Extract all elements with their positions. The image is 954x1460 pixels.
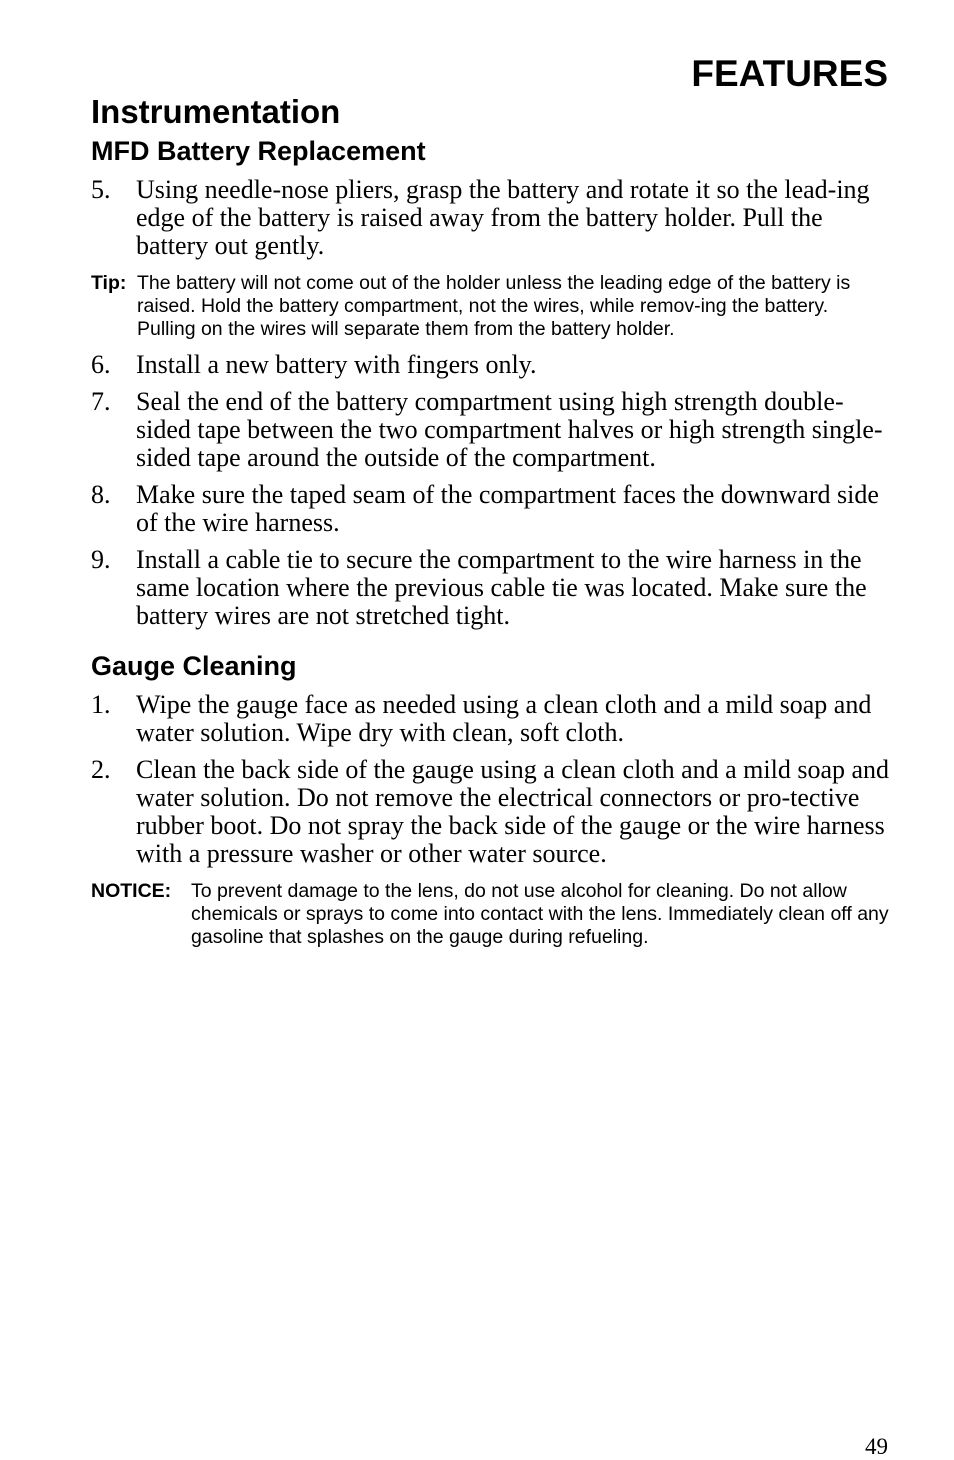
- step-item: [91, 176, 891, 260]
- section-heading: MFD Battery Replacement: [91, 136, 426, 166]
- notice-note: [91, 880, 891, 949]
- step-number: 6.: [91, 350, 111, 379]
- step-text: Seal the end of the battery compartment using high strength double-sided tape between the two compartment halves or high strength single-sided tape around the outside of the compartment.: [136, 387, 883, 472]
- steps-list: [91, 176, 891, 260]
- step-text: Using needle-nose pliers, grasp the battery and rotate it so the lead-ing edge of the battery is raised away from the battery holder. Pull the battery out gently.: [136, 175, 870, 260]
- step-item: [91, 351, 891, 379]
- step-number: 8.: [91, 480, 111, 509]
- section-heading: Gauge Cleaning: [91, 651, 297, 681]
- section-mfd-battery-replacement: [91, 135, 891, 630]
- step-text: Install a new battery with fingers only.: [136, 350, 537, 379]
- step-number: 9.: [91, 545, 111, 574]
- step-number: 2.: [91, 755, 111, 784]
- step-item: [91, 756, 891, 868]
- page-number: 49: [865, 1434, 888, 1459]
- notice-label: NOTICE:: [91, 880, 172, 902]
- step-item: [91, 388, 891, 472]
- notice-text: To prevent damage to the lens, do not use alcohol for cleaning. Do not allow chemicals or sprays to come into contact with the lens. Immediately clean off any gasoline that splashes on the gauge during refueling.: [191, 880, 889, 948]
- step-number: 5.: [91, 175, 111, 204]
- step-item: [91, 546, 891, 630]
- tip-text: The battery will not come out of the holder unless the leading edge of the battery is raised. Hold the battery compartment, not the wires, while remov-ing the battery. Pulling on the wires will separate them from the battery holder.: [137, 272, 851, 340]
- page-content: [91, 92, 891, 959]
- step-text: Make sure the taped seam of the compartment faces the downward side of the wire harness.: [136, 480, 879, 537]
- step-item: [91, 691, 891, 747]
- step-text: Wipe the gauge face as needed using a clean cloth and a mild soap and water solution. Wipe dry with clean, soft cloth.: [136, 690, 872, 747]
- step-item: [91, 481, 891, 537]
- step-text: Install a cable tie to secure the compartment to the wire harness in the same location where the previous cable tie was located. Make sure the battery wires are not stretched tight.: [136, 545, 867, 630]
- tip-note: [91, 272, 891, 341]
- steps-list: [91, 351, 891, 630]
- page-title: Instrumentation: [91, 93, 341, 130]
- step-text: Clean the back side of the gauge using a clean cloth and a mild soap and water solution. Do not remove the electrical connectors or pro-tective rubber boot. Do not spray the back side of the gauge or the wire harness with a pressure washer or other water source.: [136, 755, 890, 868]
- step-number: 7.: [91, 387, 111, 416]
- section-gauge-cleaning: [91, 650, 891, 949]
- section-header: FEATURES: [691, 53, 888, 94]
- step-number: 1.: [91, 690, 111, 719]
- steps-list: [91, 691, 891, 868]
- tip-label: Tip:: [91, 272, 127, 294]
